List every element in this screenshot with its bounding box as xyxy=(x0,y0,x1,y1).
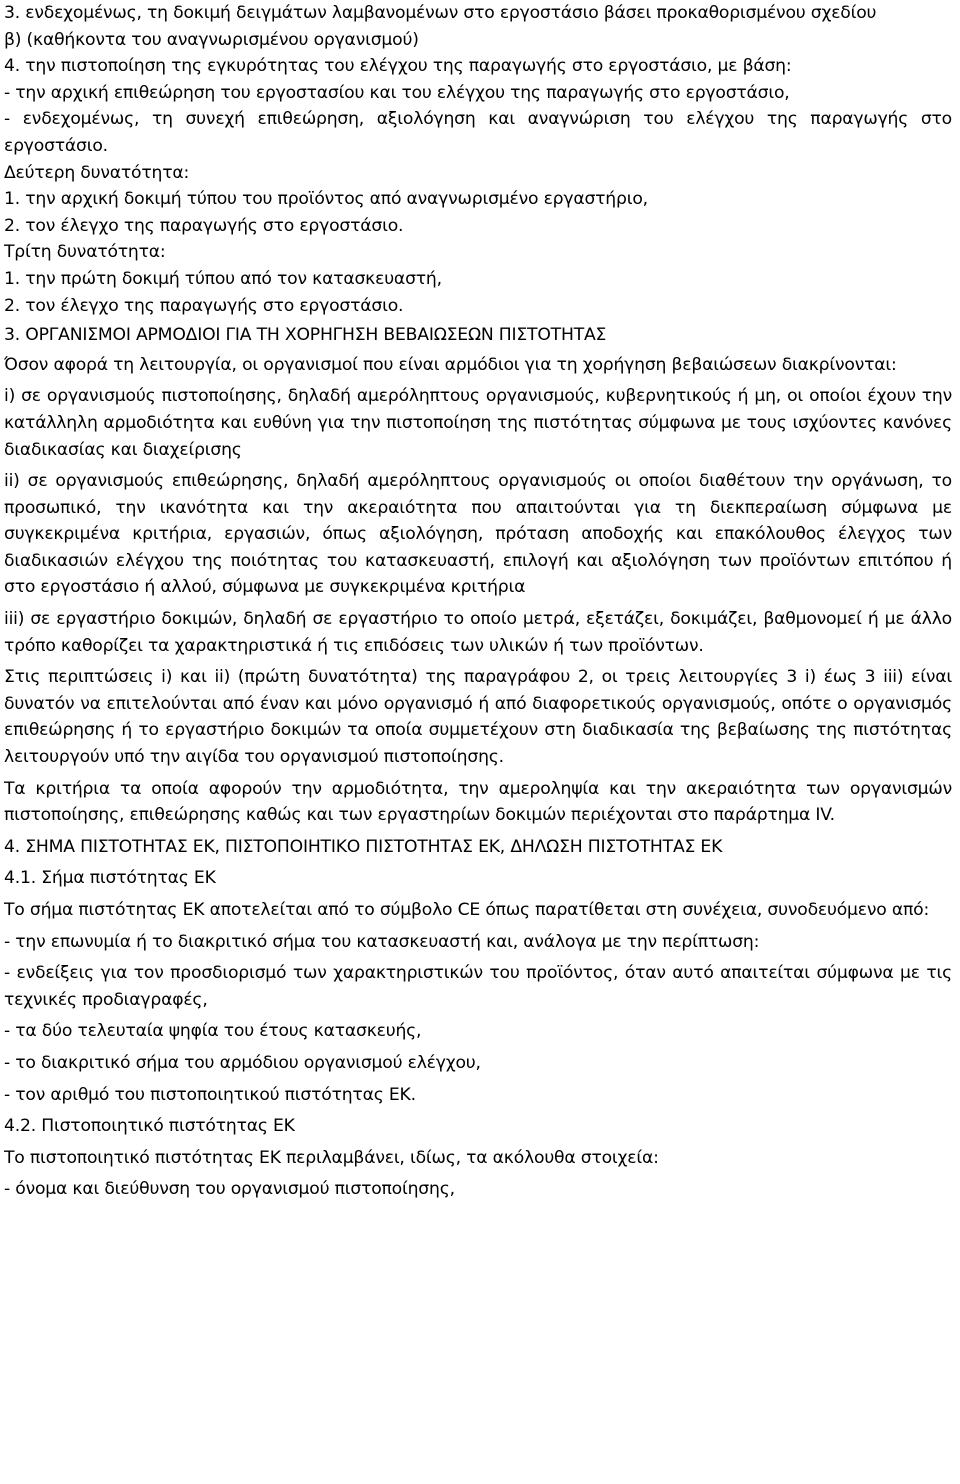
section-4-heading: 4. ΣΗΜΑ ΠΙΣΤΟΤΗΤΑΣ ΕΚ, ΠΙΣΤΟΠΟΙΗΤΙΚΟ ΠΙΣΤΟΤΗΤΑΣ ΕΚ, ΔΗΛΩΣΗ ΠΙΣΤΟΤΗΤΑΣ ΕΚ xyxy=(4,836,723,857)
section-3-item-ii: ii) σε οργανισμούς επιθεώρησης, δηλαδή αμερόληπτους οργανισμούς οι οποίοι διαθέτουν την οργάνωση, το προσωπικό, την ικανότητα και την ακεραιότητα που απαιτούνται για τη διεκπεραίωση σύμφωνα με συγκεκριμένα κριτήρια, εργασιών, όπως αξιολόγηση, πρόταση αποδοχής και επακόλουθος έλεγχος των διαδικασιών ελέγχου της ποιότητας του κατασκευαστή, επιλογή και αξιολόγηση των προϊόντων επιτόπου ή στο εργοστάσιο ή αλλού, σύμφωνα με συγκεκριμένα κριτήρια xyxy=(4,471,952,598)
section-4-2-item: - όνομα και διεύθυνση του οργανισμού πιστοποίησης, xyxy=(4,1179,455,1200)
document-page xyxy=(4,0,952,1203)
text-line: - την αρχική επιθεώρηση του εργοστασίου και του ελέγχου της παραγωγής στο εργοστάσιο, xyxy=(4,82,790,103)
section-4-1-intro: Το σήμα πιστότητας ΕΚ αποτελείται από το σύμβολο CE όπως παρατίθεται στη συνέχεια, συνοδευόμενο από: xyxy=(4,900,930,920)
section-4-1-item: - ενδείξεις για τον προσδιορισμό των χαρακτηριστικών του προϊόντος, όταν αυτό απαιτείται σύμφωνα με τις τεχνικές προδιαγραφές, xyxy=(4,963,952,1010)
subheading-third-option: Τρίτη δυνατότητα: xyxy=(4,242,166,263)
text-line: 4. την πιστοποίηση της εγκυρότητας του ελέγχου της παραγωγής στο εργοστάσιο, με βάση: xyxy=(4,56,792,77)
section-4-1-heading: 4.1. Σήμα πιστότητας ΕΚ xyxy=(4,868,216,889)
text-line: 1. την αρχική δοκιμή τύπου του προϊόντος από αναγνωρισμένο εργαστήριο, xyxy=(4,189,648,210)
section-3-cases-paragraph: Στις περιπτώσεις i) και ii) (πρώτη δυνατότητα) της παραγράφου 2, οι τρεις λειτουργίες 3 i) έως 3 iii) είναι δυνατόν να επιτελούνται από έναν και μόνο οργανισμό ή από διαφορετικούς οργανισμούς, οπότε ο οργανισμός επιθεώρησης ή το εργαστήριο δοκιμών τα οποία συμμετέχουν στη διαδικασία της βεβαίωσης της πιστότητας λειτουργούν υπό την αιγίδα του οργανισμού πιστοποίησης. xyxy=(4,667,952,768)
section-3-item-i: i) σε οργανισμούς πιστοποίησης, δηλαδή αμερόληπτους οργανισμούς, κυβερνητικούς ή μη, οι οποίοι έχουν την κατάλληλη αρμοδιότητα και ευθύνη για την πιστοποίηση της πιστότητας σύμφωνα με τους ισχύοντες κανόνες διαδικασίας και διαχείρισης xyxy=(4,386,952,460)
text-line: 2. τον έλεγχο της παραγωγής στο εργοστάσιο. xyxy=(4,215,404,236)
text-line: - ενδεχομένως, τη συνεχή επιθεώρηση, αξιολόγηση και αναγνώριση του ελέγχου της παραγωγής στο εργοστάσιο. xyxy=(4,109,952,156)
section-4-1-item: - το διακριτικό σήμα του αρμόδιου οργανισμού ελέγχου, xyxy=(4,1052,481,1073)
section-4-2-heading: 4.2. Πιστοποιητικό πιστότητας ΕΚ xyxy=(4,1116,295,1137)
subheading-second-option: Δεύτερη δυνατότητα: xyxy=(4,162,190,183)
section-4-1-item: - την επωνυμία ή το διακριτικό σήμα του κατασκευαστή και, ανάλογα με την περίπτωση: xyxy=(4,931,760,952)
text-line: β) (καθήκοντα του αναγνωρισμένου οργανισμού) xyxy=(4,29,419,50)
section-3-item-iii: iii) σε εργαστήριο δοκιμών, δηλαδή σε εργαστήριο το οποίο μετρά, εξετάζει, δοκιμάζει, βαθμονομεί ή με άλλο τρόπο καθορίζει τα χαρακτηριστικά ή τις επιδόσεις των υλικών ή των προϊόντων. xyxy=(4,609,952,656)
text-line: 3. ενδεχομένως, τη δοκιμή δειγμάτων λαμβανομένων στο εργοστάσιο βάσει προκαθορισμένου σχεδίου xyxy=(4,3,877,23)
text-line: 2. τον έλεγχο της παραγωγής στο εργοστάσιο. xyxy=(4,295,404,316)
section-4-2-intro: Το πιστοποιητικό πιστότητας ΕΚ περιλαμβάνει, ιδίως, τα ακόλουθα στοιχεία: xyxy=(4,1147,659,1168)
text-line: 1. την πρώτη δοκιμή τύπου από τον κατασκευαστή, xyxy=(4,268,442,289)
section-3-heading: 3. ΟΡΓΑΝΙΣΜΟΙ ΑΡΜΟΔΙΟΙ ΓΙΑ ΤΗ ΧΟΡΗΓΗΣΗ ΒΕΒΑΙΩΣΕΩΝ ΠΙΣΤΟΤΗΤΑΣ xyxy=(4,325,607,346)
section-3-intro: Όσον αφορά τη λειτουργία, οι οργανισμοί που είναι αρμόδιοι για τη χορήγηση βεβαιώσεων διακρίνονται: xyxy=(4,354,897,375)
section-4-1-item: - τα δύο τελευταία ψηφία του έτους κατασκευής, xyxy=(4,1021,422,1042)
section-3-criteria-paragraph: Τα κριτήρια τα οποία αφορούν την αρμοδιότητα, την αμεροληψία και την ακεραιότητα των οργανισμών πιστοποίησης, επιθεώρησης καθώς και των εργαστηρίων δοκιμών περιέχονται στο παράρτημα IV. xyxy=(4,778,952,826)
section-4-1-item: - τον αριθμό του πιστοποιητικού πιστότητας ΕΚ. xyxy=(4,1084,416,1105)
